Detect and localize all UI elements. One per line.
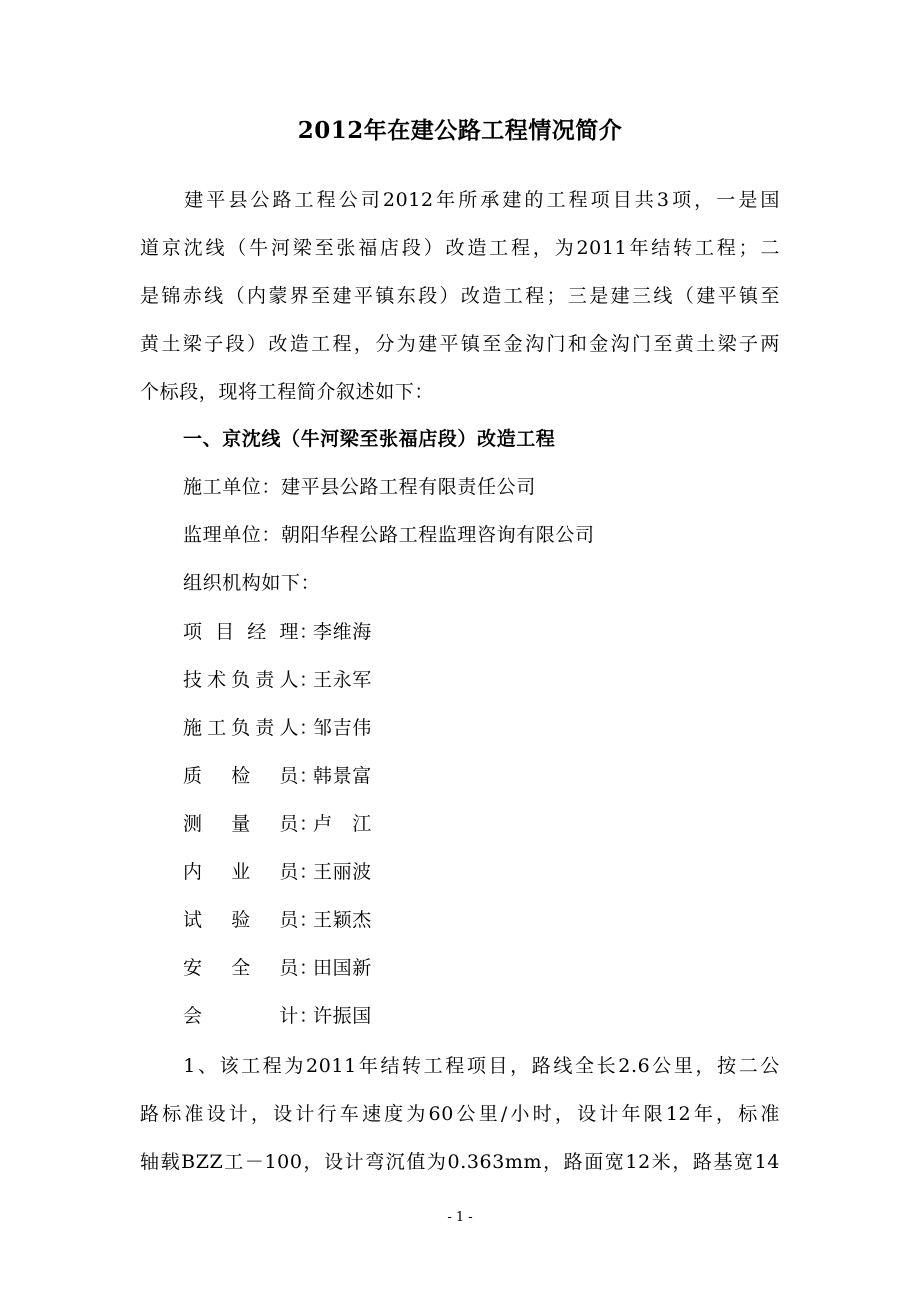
staff-name: 许振国 xyxy=(313,1005,372,1027)
staff-row xyxy=(183,713,372,743)
intro-line: 建平县公路工程公司2012年所承建的工程项目共3项，一是国 xyxy=(140,189,780,211)
staff-name: 李维海 xyxy=(313,621,372,643)
staff-row xyxy=(183,761,372,791)
staff-role: 测量员 xyxy=(183,813,299,835)
staff-row xyxy=(183,857,372,887)
staff-name: 田国新 xyxy=(313,957,372,979)
supervision-unit: 监理单位：朝阳华程公路工程监理咨询有限公司 xyxy=(183,524,595,546)
staff-name: 韩景富 xyxy=(313,765,372,787)
section-heading: 一、京沈线（牛河梁至张福店段）改造工程 xyxy=(183,428,556,450)
staff-row xyxy=(183,809,372,839)
staff-role: 项目经理 xyxy=(183,621,299,643)
staff-role: 质检员 xyxy=(183,765,299,787)
staff-name: 王颖杰 xyxy=(313,909,372,931)
point1-paragraph xyxy=(140,1042,780,1186)
staff-sep: ： xyxy=(299,957,319,979)
page-number: - 1 - xyxy=(447,1210,473,1225)
staff-sep: ： xyxy=(299,909,319,931)
point1-line: 路标准设计，设计行车速度为60公里/小时，设计年限12年，标准 xyxy=(140,1103,780,1125)
staff-role: 安全员 xyxy=(183,957,299,979)
intro-line: 黄土梁子段）改造工程，分为建平镇至金沟门和金沟门至黄土梁子两 xyxy=(140,333,780,355)
staff-sep: ： xyxy=(299,717,319,739)
staff-sep: ： xyxy=(299,669,319,691)
intro-paragraph xyxy=(140,176,780,416)
staff-role: 技术负责人 xyxy=(183,669,299,691)
document-title: 2012年在建公路工程情况简介 xyxy=(297,117,623,144)
org-intro: 组织机构如下： xyxy=(183,572,321,594)
staff-sep: ： xyxy=(299,1005,319,1027)
point1-line: 1、该工程为2011年结转工程项目，路线全长2.6公里，按二公 xyxy=(140,1055,780,1077)
staff-name: 邹吉伟 xyxy=(313,717,372,739)
point1-line: 轴载BZZ工－100，设计弯沉值为0.363mm，路面宽12米，路基宽14 xyxy=(140,1151,780,1173)
staff-role: 施工负责人 xyxy=(183,717,299,739)
staff-sep: ： xyxy=(299,813,319,835)
staff-row xyxy=(183,665,372,695)
intro-line: 道京沈线（牛河梁至张福店段）改造工程，为2011年结转工程；二 xyxy=(140,237,780,259)
staff-role: 会计 xyxy=(183,1005,299,1027)
staff-sep: ： xyxy=(299,621,319,643)
staff-name: 王丽波 xyxy=(313,861,372,883)
staff-name: 卢 江 xyxy=(313,813,372,835)
intro-line: 是锦赤线（内蒙界至建平镇东段）改造工程；三是建三线（建平镇至 xyxy=(140,285,780,307)
intro-line: 个标段，现将工程简介叙述如下： xyxy=(140,381,435,403)
staff-sep: ： xyxy=(299,861,319,883)
construction-unit: 施工单位：建平县公路工程有限责任公司 xyxy=(183,476,536,498)
staff-name: 王永军 xyxy=(313,669,372,691)
staff-row xyxy=(183,953,372,983)
staff-row xyxy=(183,905,372,935)
staff-row xyxy=(183,1001,372,1031)
staff-row xyxy=(183,617,372,647)
staff-role: 内业员 xyxy=(183,861,299,883)
staff-sep: ： xyxy=(299,765,319,787)
staff-role: 试验员 xyxy=(183,909,299,931)
